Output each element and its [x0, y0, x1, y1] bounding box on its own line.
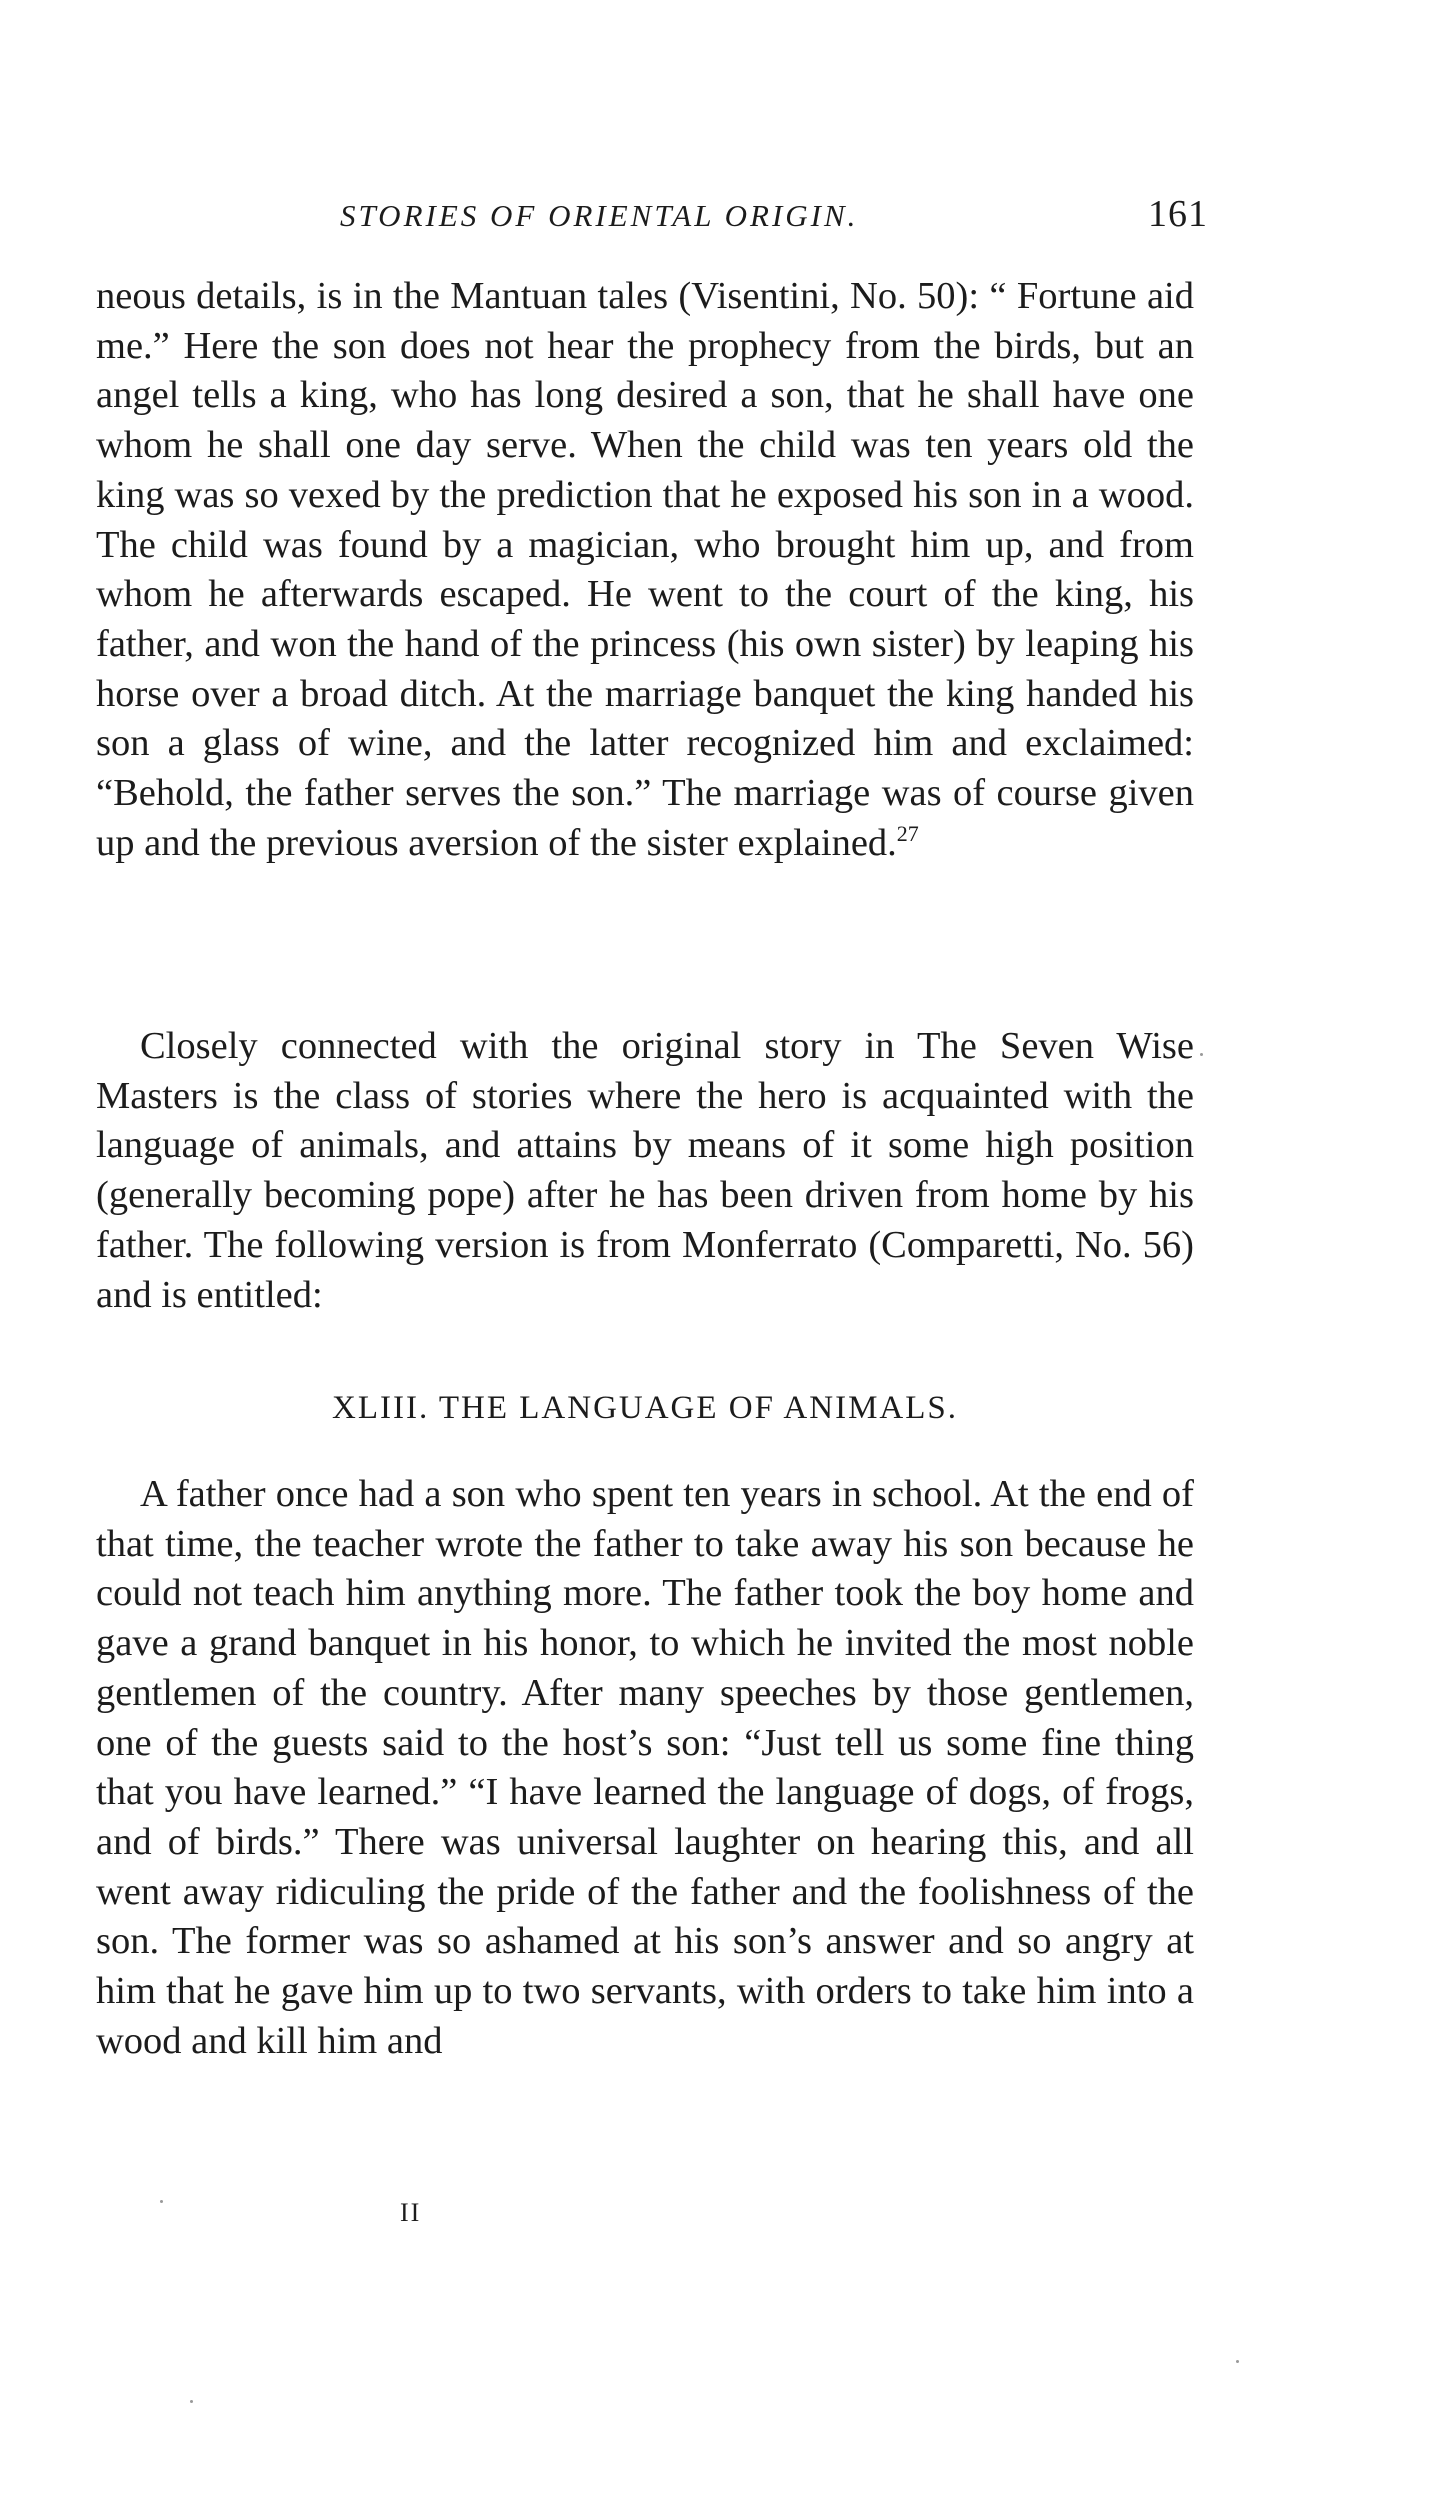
paragraph-story-start: A father once had a son who spent ten years in school. At the end of that time, the teacher wrote the father to take away his son because he could not teach him anything more. The father took the boy home and gave a grand banquet in his honor, to which he invited the most noble gentlemen of the country. After many speeches by those gentlemen, one of the guests said to the host’s son: “Just tell us some fine thing that you have learned.” “I have learned the language of dogs, of frogs, and of birds.” There was universal laughter on hearing this, and all went away ridiculing the pride of the father and the foolishness of the son. The former was so ashamed at his son’s answer and so angry at him that he gave him up to two servants, with orders to take him into a wood and kill him and [96, 1473, 1194, 2062]
paragraph-language-of-animals-intro: Closely connected with the original story in The Seven Wise Masters is the class of stories where the hero is acquainted with the language of animals, and attains by means of it some high position (generally becoming pope) after he has been driven from home by his father. The following version is from Monferrato (Comparetti, No. 56) and is entitled: [96, 1025, 1194, 1316]
print-speck [190, 2400, 193, 2403]
signature-mark: II [400, 2198, 422, 2227]
print-speck [1200, 1053, 1203, 1056]
paragraph-text: neous details, is in the Mantuan tales (Visentini, No. 50): “ Fortune aid me.” Here the son does not hear the prophecy from the birds, but an angel tells a king, who has long desired a son, that he shall have one whom he shall one day serve. When the child was ten years old the king was so vexed by the prediction that he exposed his son in a wood. The child was found by a magician, who brought him up, and from whom he afterwards escaped. He went to the court of the king, his father, and won the hand of the princess (his own sister) by leaping his horse over a broad ditch. At the marriage banquet the king handed his son a glass of wine, and the latter recognized him and exclaimed: “Behold, the father serves the son.” The marriage was of course given up and the previous aversion of the sister explained. [96, 275, 1194, 864]
footnote-reference: 27 [896, 820, 919, 846]
paragraph-mantuan-tale [96, 272, 1194, 868]
running-title: STORIES OF ORIENTAL ORIGIN. [340, 198, 859, 233]
running-header [340, 193, 1208, 238]
section-heading: XLIII. THE LANGUAGE OF ANIMALS. [331, 1390, 958, 1426]
page-number: 161 [1148, 193, 1208, 235]
print-speck [1236, 2360, 1239, 2363]
print-speck [160, 2200, 163, 2203]
